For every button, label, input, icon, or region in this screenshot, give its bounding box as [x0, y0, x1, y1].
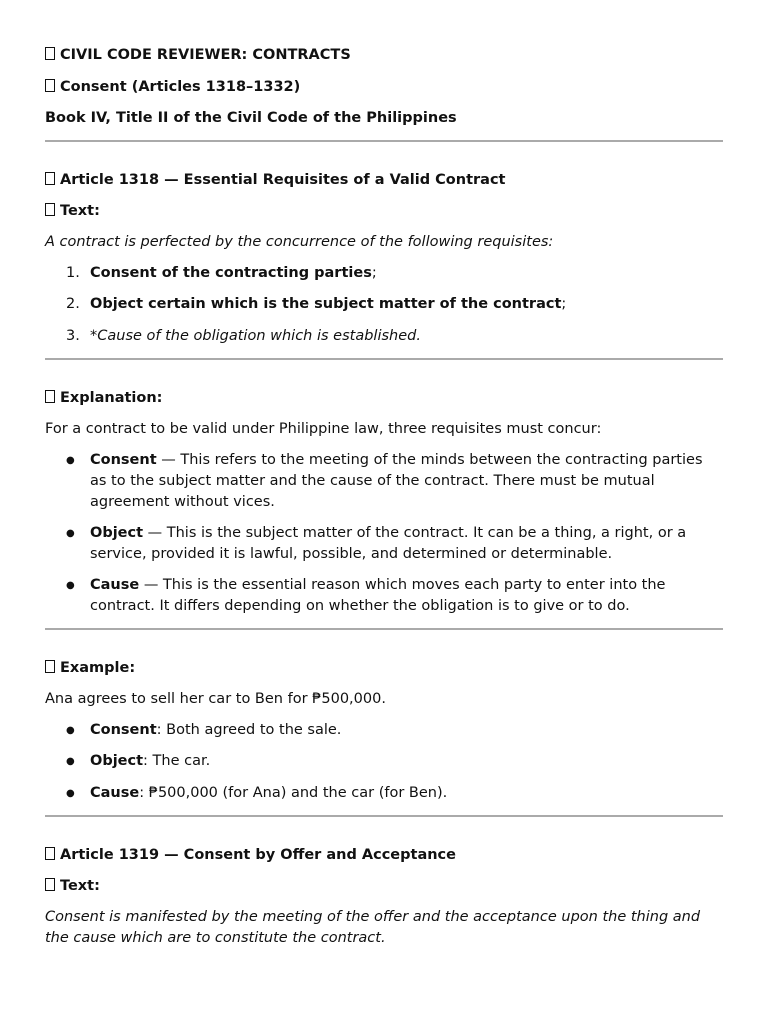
list-number: 2. [66, 296, 80, 312]
example-label: Example: [45, 658, 135, 678]
divider [45, 628, 723, 630]
article-1319-body: Consent is manifested by the meeting of the offer and the acceptance upon the thing and the cause which are to constitute the contract. [45, 909, 701, 946]
list-number: 3. [66, 328, 80, 344]
bullet: ● [66, 788, 75, 799]
bullet: ● [66, 528, 75, 539]
missing-glyph-icon [45, 203, 55, 216]
example-item: Cause: ₱500,000 (for Ana) and the car (for Ben). [90, 785, 448, 801]
document-subtitle: Consent (Articles 1318–1332) [45, 77, 300, 97]
article-1318-intro: A contract is perfected by the concurrence of the following requisites: [45, 234, 554, 250]
requisite-item: *Cause of the obligation which is established. [90, 328, 421, 344]
bullet: ● [66, 756, 75, 767]
article-1318-heading: Article 1318 — Essential Requisites of a Valid Contract [45, 170, 505, 190]
example-item: Consent: Both agreed to the sale. [90, 722, 342, 738]
explanation-intro: For a contract to be valid under Philippine law, three requisites must concur: [45, 421, 602, 437]
explanation-label: Explanation: [45, 388, 162, 408]
article-1319-text-label: Text: [45, 876, 100, 896]
explanation-item: Cause — This is the essential reason which moves each party to enter into the contract. It differs depending on whether the obligation is to give or to do. [90, 577, 666, 614]
requisite-item: Consent of the contracting parties; [90, 265, 377, 281]
missing-glyph-icon [45, 172, 55, 185]
bullet: ● [66, 580, 75, 591]
missing-glyph-icon [45, 47, 55, 60]
example-item: Object: The car. [90, 753, 211, 769]
missing-glyph-icon [45, 847, 55, 860]
bullet: ● [66, 725, 75, 736]
missing-glyph-icon [45, 660, 55, 673]
divider [45, 815, 723, 817]
explanation-item: Object — This is the subject matter of the contract. It can be a thing, a right, or a service, provided it is lawful, possible, and determined or determinable. [90, 525, 687, 562]
requisite-item: Object certain which is the subject matter of the contract; [90, 296, 567, 312]
missing-glyph-icon [45, 79, 55, 92]
divider [45, 140, 723, 142]
divider [45, 358, 723, 360]
bullet: ● [66, 455, 75, 466]
list-number: 1. [66, 265, 80, 281]
missing-glyph-icon [45, 390, 55, 403]
document-title: CIVIL CODE REVIEWER: CONTRACTS [45, 45, 351, 65]
article-1319-heading: Article 1319 — Consent by Offer and Acceptance [45, 845, 456, 865]
missing-glyph-icon [45, 878, 55, 891]
explanation-item: Consent — This refers to the meeting of the minds between the contracting parties as to the subject matter and the cause of the contract. There must be mutual agreement without vices. [90, 452, 703, 510]
article-1318-text-label: Text: [45, 201, 100, 221]
book-reference: Book IV, Title II of the Civil Code of the Philippines [45, 110, 457, 126]
example-intro: Ana agrees to sell her car to Ben for ₱500,000. [45, 691, 386, 707]
